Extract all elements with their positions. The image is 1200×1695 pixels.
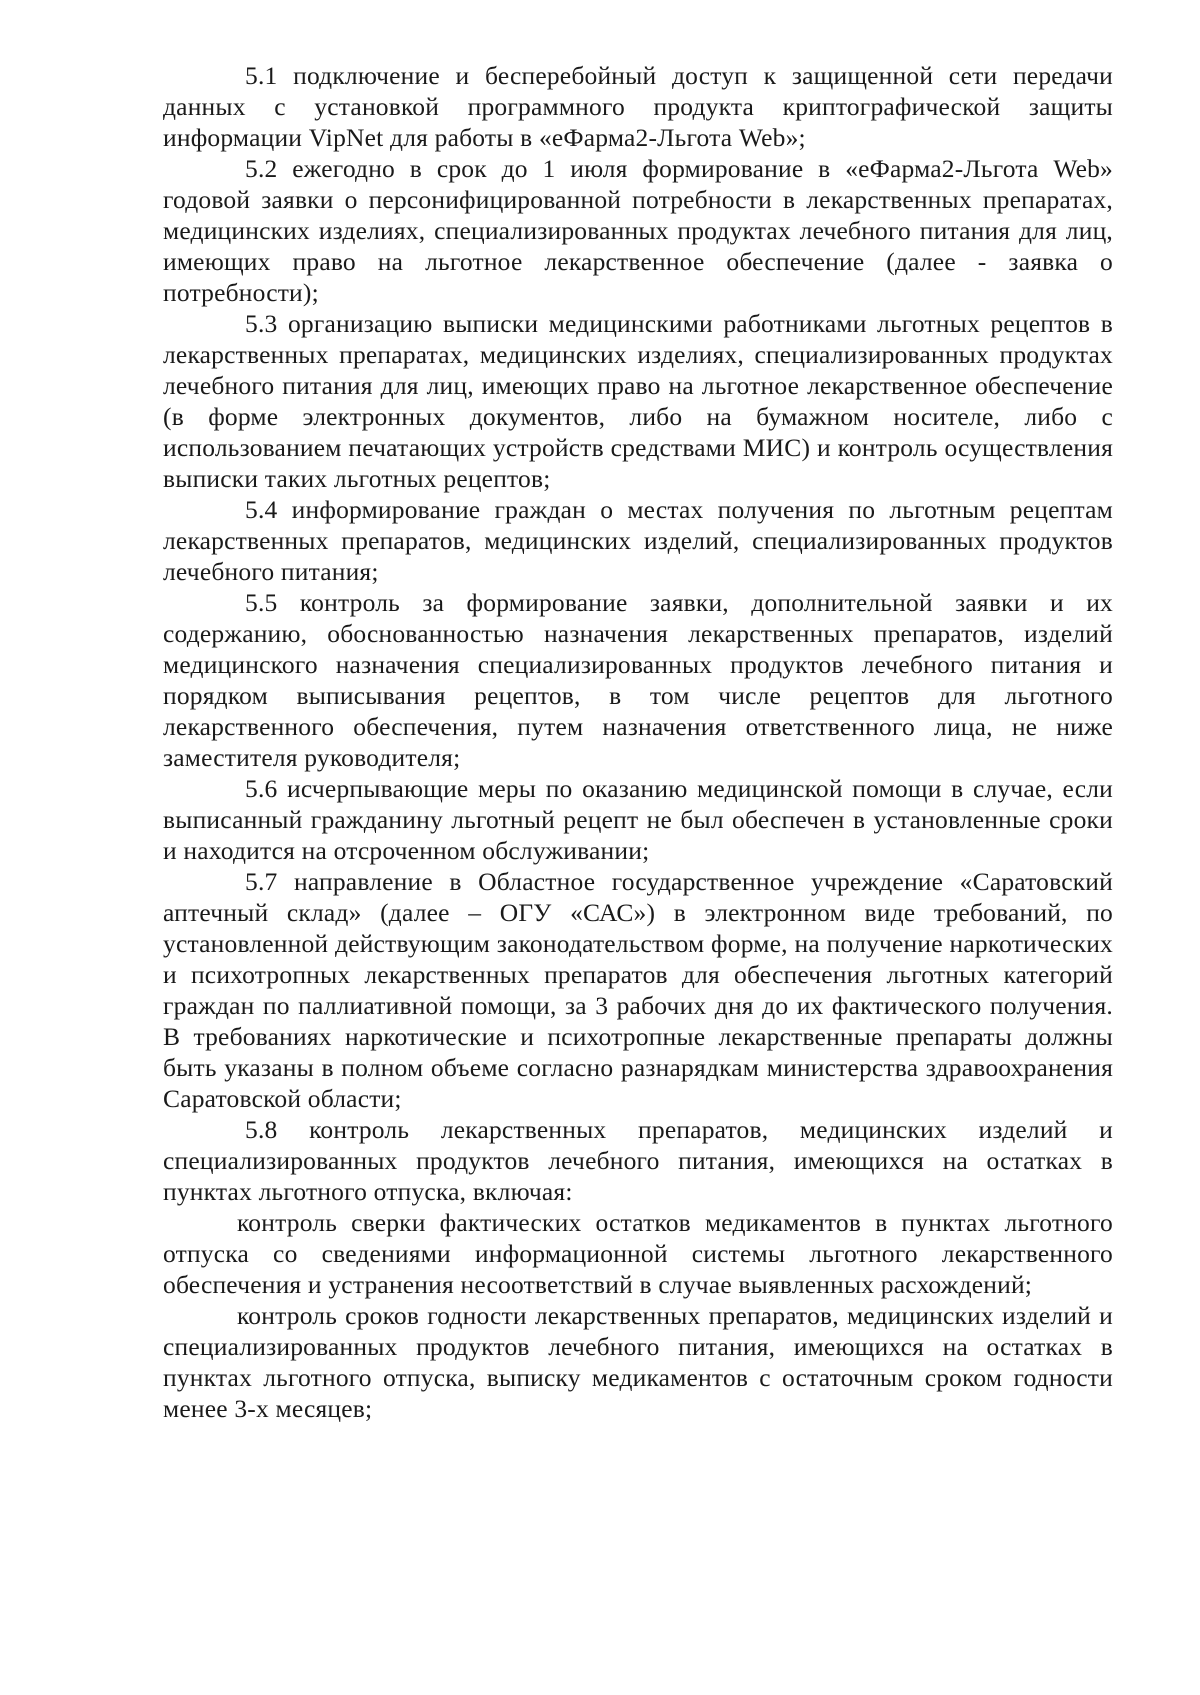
document-page — [163, 60, 1113, 1424]
paragraph-5-5: 5.5 контроль за формирование заявки, дополнительной заявки и их содержанию, обоснованностью назначения лекарственных препаратов, изделий медицинского назначения специализированных продуктов лечебного питания и порядком выписывания рецептов, в том числе рецептов для льготного лекарственного обеспечения, путем назначения ответственного лица, не ниже заместителя руководителя; — [163, 588, 1113, 772]
paragraph-5-8: 5.8 контроль лекарственных препаратов, медицинских изделий и специализированных продуктов лечебного питания, имеющихся на остатках в пунктах льготного отпуска, включая: — [163, 1115, 1113, 1206]
paragraph-5-1: 5.1 подключение и бесперебойный доступ к защищенной сети передачи данных с установкой программного продукта криптографической защиты информации VipNet для работы в «еФарма2-Льгота Web»; — [163, 61, 1113, 152]
paragraph-5-8-reconciliation: контроль сверки фактических остатков медикаментов в пунктах льготного отпуска со сведениями информационной системы льготного лекарственного обеспечения и устранения несоответствий в случае выявленных расхождений; — [163, 1208, 1113, 1299]
paragraph-5-8-expiry: контроль сроков годности лекарственных препаратов, медицинских изделий и специализированных продуктов лечебного питания, имеющихся на остатках в пунктах льготного отпуска, выписку медикаментов с остаточным сроком годности менее 3-х месяцев; — [163, 1301, 1113, 1423]
paragraph-5-3: 5.3 организацию выписки медицинскими работниками льготных рецептов в лекарственных препаратах, медицинских изделиях, специализированных продуктах лечебного питания для лиц, имеющих право на льготное лекарственное обеспечение (в форме электронных документов, либо на бумажном носителе, либо с использованием печатающих устройств средствами МИС) и контроль осуществления выписки таких льготных рецептов; — [163, 309, 1113, 493]
paragraph-5-6: 5.6 исчерпывающие меры по оказанию медицинской помощи в случае, если выписанный гражданину льготный рецепт не был обеспечен в установленные сроки и находится на отсроченном обслуживании; — [163, 774, 1113, 865]
paragraph-5-2: 5.2 ежегодно в срок до 1 июля формирование в «еФарма2-Льгота Web» годовой заявки о персонифицированной потребности в лекарственных препаратах, медицинских изделиях, специализированных продуктах лечебного питания для лиц, имеющих право на льготное лекарственное обеспечение (далее - заявка о потребности); — [163, 154, 1113, 307]
paragraph-5-4: 5.4 информирование граждан о местах получения по льготным рецептам лекарственных препаратов, медицинских изделий, специализированных продуктов лечебного питания; — [163, 495, 1113, 586]
paragraph-5-7: 5.7 направление в Областное государственное учреждение «Саратовский аптечный склад» (далее – ОГУ «САС») в электронном виде требований, по установленной действующим законодательством форме, на получение наркотических и психотропных лекарственных препаратов для обеспечения льготных категорий граждан по паллиативной помощи, за 3 рабочих дня до их фактического получения. В требованиях наркотические и психотропные лекарственные препараты должны быть указаны в полном объеме согласно разнарядкам министерства здравоохранения Саратовской области; — [163, 867, 1113, 1113]
